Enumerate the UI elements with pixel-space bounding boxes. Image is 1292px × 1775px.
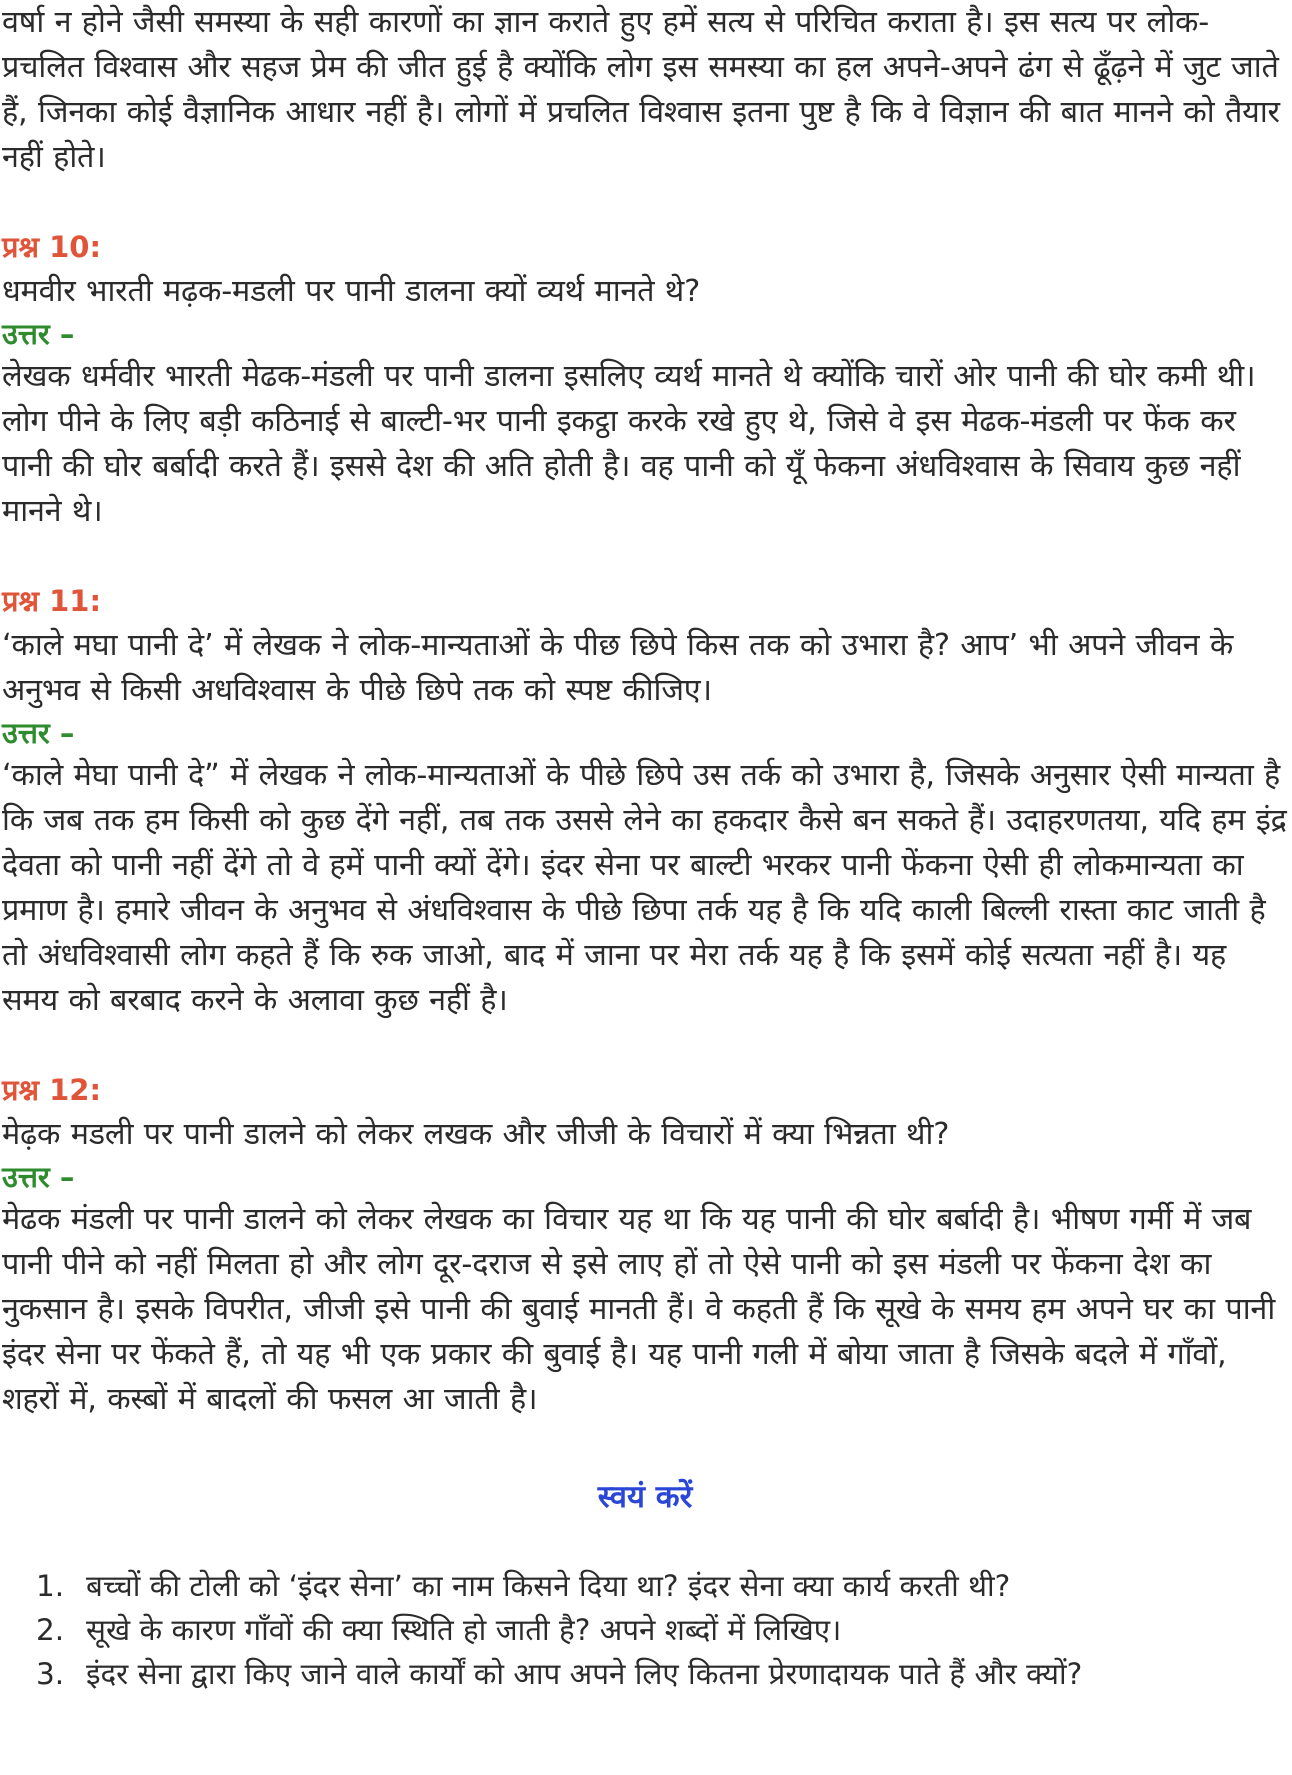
- task-item: [36, 1564, 1288, 1608]
- self-practice-heading: स्वयं करें: [597, 1479, 693, 1515]
- answer-text: ‘काले मेघा पानी दे” में लेखक ने लोक-मान्यताओं के पीछे छिपे उस तर्क को उभारा है, जिसके अनुसार ऐसी मान्यता है कि जब तक हम किसी को कुछ देंगे नहीं, तब तक उससे लेने का हकदार कैसे बन सकते हैं। उदाहरणतया, यदि हम इंद्र देवता को पानी नहीं देंगे तो वे हमें पानी क्यों देंगे। इंदर सेना पर बाल्टी भरकर पानी फेंकना ऐसी ही लोकमान्यता का प्रमाण है। हमारे जीवन के अनुभव से अंधविश्वास के पीछे छिपा तर्क यह है कि यदि काली बिल्ली रास्ता काट जाती है तो अंधविश्वासी लोग कहते हैं कि रुक जाओ, बाद में जाना पर मेरा तर्क यह है कि इसमें कोई सत्यता नहीं है। यह समय को बरबाद करने के अलावा कुछ नहीं है।: [2, 758, 1287, 1018]
- question-label: प्रश्न 10:: [2, 230, 102, 264]
- question-block-10: [2, 225, 1288, 534]
- task-text: सूखे के कारण गाँवों की क्या स्थिति हो जाती है? अपने शब्दों में लिखिए।: [86, 1613, 842, 1647]
- task-item: [36, 1608, 1288, 1652]
- question-label: प्रश्न 12:: [2, 1073, 102, 1107]
- task-text: इंदर सेना द्वारा किए जाने वाले कार्यों को आप अपने लिए कितना प्रेरणादायक पाते हैं और क्यों?: [86, 1657, 1083, 1691]
- task-text: बच्चों की टोली को ‘इंदर सेना’ का नाम किसने दिया था? इंदर सेना क्या कार्य करती थी?: [86, 1569, 1011, 1603]
- question-block-11: [2, 579, 1288, 1023]
- task-number: 3.: [36, 1657, 65, 1691]
- question-block-12: [2, 1068, 1288, 1422]
- answer-text: मेढक मंडली पर पानी डालने को लेकर लेखक का विचार यह था कि यह पानी की घोर बर्बादी है। भीषण गर्मी में जब पानी पीने को नहीं मिलता हो और लोग दूर-दराज से इसे लाए हों तो ऐसे पानी को इस मंडली पर फेंकना देश का नुकसान है। इसके विपरीत, जीजी इसे पानी की बुवाई मानती हैं। वे कहती हैं कि सूखे के समय हम अपने घर का पानी इंदर सेना पर फेंकते हैं, तो यह भी एक प्रकार की बुवाई है। यह पानी गली में बोया जाता है जिसके बदले में गाँवों, शहरों में, कस्बों में बादलों की फसल आ जाती है।: [2, 1202, 1276, 1417]
- question-text: मेढ़क मडली पर पानी डालने को लेकर लखक और जीजी के विचारों में क्या भिन्नता थी?: [2, 1117, 950, 1152]
- question-text: ‘काले मघा पानी दे’ में लेखक ने लोक-मान्यताओं के पीछ छिपे किस तक को उभारा है? आप’ भी अपने जीवन के अनुभव से किसी अधविश्वास के पीछे छिपे तक को स्पष्ट कीजिए।: [2, 628, 1234, 708]
- answer-text: लेखक धर्मवीर भारती मेढक-मंडली पर पानी डालना इसलिए व्यर्थ मानते थे क्योंकि चारों ओर पानी की घोर कमी थी। लोग पीने के लिए बड़ी कठिनाई से बाल्टी-भर पानी इकट्ठा करके रखे हुए थे, जिसे वे इस मेढक-मंडली पर फेंक कर पानी की घोर बर्बादी करते हैं। इससे देश की अति होती है। वह पानी को यूँ फेकना अंधविश्वास के सिवाय कुछ नहीं मानने थे।: [2, 359, 1256, 529]
- answer-label: उत्तर –: [2, 1160, 75, 1194]
- question-text: धमवीर भारती मढ़क-मडली पर पानी डालना क्यों व्यर्थ मानते थे?: [2, 274, 701, 309]
- answer-label: उत्तर –: [2, 317, 75, 351]
- intro-paragraph: वर्षा न होने जैसी समस्या के सही कारणों का ज्ञान कराते हुए हमें सत्य से परिचित कराता है। इस सत्य पर लोक-प्रचलित विश्वास और सहज प्रेम की जीत हुई है क्योंकि लोग इस समस्या का हल अपने-अपने ढंग से ढूँढ़ने में जुट जाते हैं, जिनका कोई वैज्ञानिक आधार नहीं है। लोगों में प्रचलित विश्वास इतना पुष्ट है कि वे विज्ञान की बात मानने को तैयार नहीं होते।: [2, 5, 1280, 175]
- answer-label: उत्तर –: [2, 716, 75, 750]
- task-item: [36, 1652, 1288, 1696]
- task-number: 2.: [36, 1613, 65, 1647]
- task-number: 1.: [36, 1569, 65, 1603]
- task-list: [2, 1564, 1288, 1696]
- question-label: प्रश्न 11:: [2, 584, 102, 618]
